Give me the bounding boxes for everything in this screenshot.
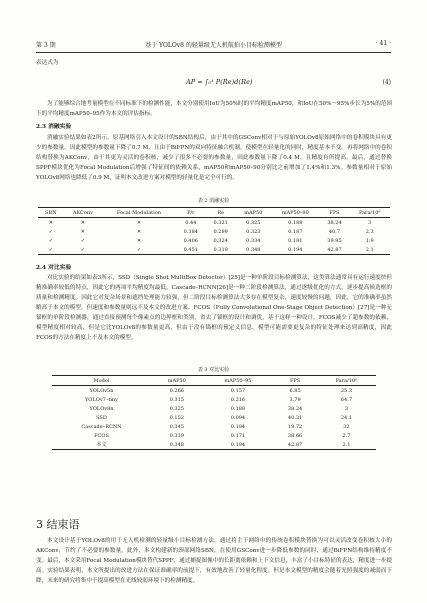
table-cell: 0.406 (183, 237, 198, 244)
table-row (52, 440, 376, 450)
table-row (52, 395, 376, 404)
column-header: Para/10⁶ (349, 208, 390, 218)
table-cell: 3 (344, 405, 349, 412)
table-cell: 38.66 (287, 432, 303, 439)
table-cell: 0.266 (169, 387, 184, 394)
column-header: mAP50 (236, 208, 271, 218)
table-cell: ✓ (38, 245, 64, 255)
table-cell: 0.181 (288, 237, 303, 244)
table-cell: 0.324 (213, 237, 228, 244)
table-cell: 3.79 (289, 396, 301, 403)
table-cell: 0.216 (230, 396, 246, 403)
paragraph-conclusion: 本文设计基于YOLOv8的用于无人机检测的轻量级小目标检测方法，通过将主干网络中的传统卷积模块替换为可以灵活改变卷积核大小的AKConv，节约了不必要的参数量。此外，本文构建新的颈部网络SBN，在使用GSConv进一步降低参数的同时，通过BiFPN结构维持精度不变。最后，本文采用Focal Modulation模块替代SPPF，通过捕捉图像中的长距离依赖和上下文信息，丰富了小目标特征的表达，精度进一步提高。实验结果表明，本文所提出的改进方法在保证准确率的前提下，有效地改善了轻量化程度。但是本文模型的精度会随着光照强度的减弱而下降，未来的研究将集中于提高模型在光线较弱环境下的检测精度。 (36, 538, 392, 584)
table-cell: 0.152 (169, 414, 184, 421)
table-cell: 0.348 (151, 440, 203, 450)
table-cell: 0.319 (206, 245, 236, 255)
table-row (38, 245, 390, 255)
column-header: FPS (320, 208, 350, 218)
column-header: Para/10⁶ (317, 376, 376, 386)
table-cell: 0.171 (230, 432, 246, 439)
equation-body: AP = ∫₀¹ P(Re)d(Re) (186, 78, 253, 86)
table-row (52, 404, 376, 413)
paragraph-comparison: 对比实验的结果如表3所示，SSD（Single Shot MultiBox Detector）[25]是一种单阶段目标检测算法，这类算法通常具有运行速度快但精准确率较低的特点，因此它的两项平均精度均最低。Cascade–RCNN[26]是一种二阶段检测算法，通过逐级优化的方式，逐步提高候选框的质量和检测精度。因此它对复杂场景和遮挡处理能力较强，但二阶段目标检测算法大多存在模型复杂，速度较慢的问题，因此，它的准确率虽然略高于本文的模型，但速度和参数量则远不及本文的改进方案。FCOS（Fully Convolutional One-Stage Object Detection）[27]是一种无锚框的单阶段检测器，通过直接预测每个像素点的边界框和类别，省去了锚框的设计和调优，基于这样一种设计，FCOS减少了超参数的依赖，模型精度相对较高，但是它比YOLOv8的参数量更高，但由于没有锚框的预定义信息，模型可能需要更复杂的特征处理来达到高精度，因此FCOS的方法在精度上不及本文的模型。 (36, 275, 392, 341)
table-cell: ✓ (48, 237, 53, 244)
column-header: AKConv (64, 208, 102, 218)
table-cell: 0.451 (176, 245, 206, 255)
table-cell: ✕ (80, 219, 85, 226)
table-cell: YOLOv8n (89, 405, 114, 412)
table-cell: 39.95 (327, 237, 342, 244)
table-cell: 40.7 (328, 228, 341, 235)
table-cell: 40.31 (287, 414, 303, 421)
table-cell: SSD (96, 414, 107, 421)
table-cell: 0.194 (230, 423, 246, 430)
table-row (52, 431, 376, 440)
section-heading-comparison: 2.4 对比实验 (36, 265, 72, 271)
table-cell: 0.187 (288, 228, 303, 235)
table-header-row (38, 208, 390, 218)
table-cell: 0.094 (230, 414, 246, 421)
article-title: 基于 YOLOv8 的轻量级无人机航拍小目标检测模型 (145, 42, 282, 49)
table-cell: 0.319 (169, 432, 184, 439)
running-header (36, 40, 391, 53)
table-cell: 2.1 (349, 245, 390, 255)
table-row (52, 413, 376, 422)
table-cell: 24.1 (340, 414, 353, 421)
table-cell: ✕ (48, 219, 53, 226)
column-header: Model (52, 376, 151, 386)
table-cell: 19.72 (287, 423, 303, 430)
table-cell: 0.325 (246, 219, 261, 226)
table-cell: FCOS (94, 432, 109, 439)
section-heading-conclusion: 3 结束语 (36, 518, 80, 531)
table-cell: 本文 (52, 440, 151, 450)
table-cell: 32 (343, 423, 350, 430)
table-cell: ✕ (136, 219, 142, 226)
table3-caption: 表 3 对比实验 (197, 367, 230, 373)
table2-caption: 表 2 消融实验 (197, 198, 230, 204)
table-cell: ✓ (64, 245, 102, 255)
paragraph-metrics: 为了能够综合地考量模型在不同标准下的检测性能，本文分别使用IoU为50%时的平均精度mAP50，和IoU在50%～95%步长为5%的范围下的平均精度mAP50–95作为本文的评估指标。 (36, 101, 392, 117)
page-number: · 41 · (375, 40, 391, 47)
table-cell: 0.194 (271, 245, 319, 255)
table-cell: 0.188 (288, 219, 303, 226)
table-cell: ✓ (48, 228, 53, 235)
table-cell: ✕ (136, 228, 142, 235)
table-cell: 0.345 (169, 423, 184, 430)
table-cell: 2.3 (365, 228, 374, 235)
table-cell: 0.299 (213, 228, 228, 235)
table-cell: ✕ (80, 228, 85, 235)
table-cell: 0.315 (169, 396, 184, 403)
column-header: P/r (176, 208, 206, 218)
table-cell: 1.9 (365, 237, 374, 244)
table-row (38, 227, 390, 236)
table-cell: 2.1 (317, 440, 376, 450)
table-cell: 64.7 (340, 396, 353, 403)
table-cell: 0.157 (230, 387, 246, 394)
table-cell: 0.44 (185, 219, 197, 226)
column-header: mAP50 (151, 376, 203, 386)
table-cell: 42.87 (273, 440, 317, 450)
table-row (52, 422, 376, 431)
issue-number: 第 3 期 (36, 42, 56, 49)
table-cell: ✓ (80, 237, 85, 244)
table-row (52, 386, 376, 396)
table-cell: 0.188 (230, 405, 246, 412)
table-cell: YOLOv5n (89, 387, 114, 394)
column-header: Focal Modulation (102, 208, 176, 218)
table-cell: 0.384 (183, 228, 198, 235)
equation-number: (4) (382, 79, 391, 86)
column-header: mAP50–95 (203, 376, 274, 386)
table-cell: 3 (368, 219, 372, 226)
table-cell: 0.194 (203, 440, 274, 450)
paragraph-ablation: 消融实验结果如表2所示。原基网络引入本文设计的SBN结构后，由于其中的GSConv相对于与原始YOLOv8原始网络中的卷积模块具有更少的参数量，因此模型的参数量下降了0.7 M，且由于BiFPN的双向特征融合机制，使模型在轻量化的同时，精度基本不变。再将网络中的卷积结构替换为AKConv，由于其更为灵活的卷积核，减少了很多不必要的参数量，因此参数量下降了0.4 M，且精度有所提高。最后，通过替换SPPF模块优化为Focal Modulation后增强了特征间的依赖关系，mAP50和mAP50–90分别比之前增加了1.4%和1.3%。参数量相对于原始YOLOv8网络也降低了0.9 M，证明本文改进方案对模型的轻量化是完全可行的。 (36, 135, 392, 181)
table-cell: 0.348 (236, 245, 271, 255)
column-header: FPS (273, 376, 317, 386)
table-cell: 0.334 (246, 237, 261, 244)
equation-4 (0, 78, 427, 92)
table-cell: 0.321 (213, 219, 228, 226)
table-cell: 6.85 (289, 387, 301, 394)
table-header-row (52, 376, 376, 386)
table-row (38, 218, 390, 228)
table-cell: YOLOv7–tiny (85, 396, 118, 403)
ablation-table (38, 207, 390, 255)
table-row (38, 236, 390, 245)
column-header: SBN (38, 208, 64, 218)
comparison-table (52, 375, 376, 450)
table-cell: 2.7 (342, 432, 351, 439)
table-cell: ✓ (102, 245, 176, 255)
section-heading-ablation: 2.3 消融实验 (36, 124, 72, 130)
intro-line: 表达式为 (36, 60, 59, 66)
table-cell: 0.325 (169, 405, 184, 412)
table-cell: 0.323 (246, 228, 261, 235)
table-cell: 25.3 (340, 387, 353, 394)
table-cell: 38.24 (287, 405, 303, 412)
table-cell: ✕ (136, 237, 142, 244)
column-header: mAP50–90 (271, 208, 319, 218)
table-cell: Cascade–RCNN (81, 423, 122, 430)
table-cell: 38.24 (327, 219, 342, 226)
column-header: Re (206, 208, 236, 218)
table-cell: 42.87 (320, 245, 350, 255)
